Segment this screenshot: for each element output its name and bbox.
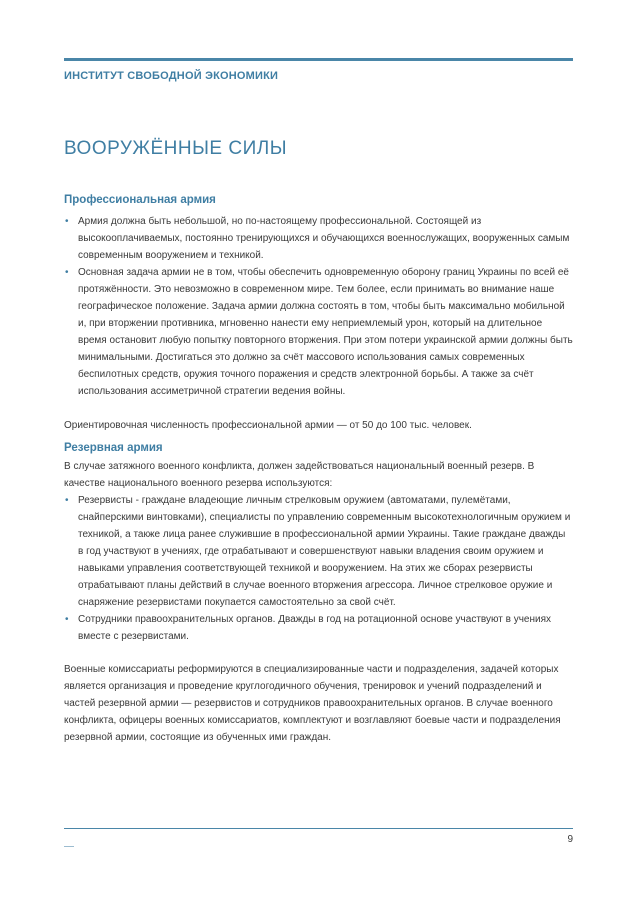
list-item-text: Армия должна быть небольшой, но по-настоящему профессиональной. Состоящей из высокооплачиваемых, постоянно тренирующихся и обучающихся военнослужащих, вооруженных самым современным вооружением и техникой. — [78, 216, 570, 261]
bullet-list — [64, 492, 573, 645]
page-number: 9 — [567, 834, 573, 845]
section-heading: Профессиональная армия — [64, 194, 216, 206]
section-professional-army — [64, 194, 573, 400]
footer-mark — [64, 846, 74, 847]
list-item-text: Основная задача армии не в том, чтобы обеспечить одновременную оборону границ Украины по всей её протяжённости. Это невозможно в современном мире. Тем более, если принимать во внимание наше географическое положение. Задача армии должна состоять в том, чтобы быть максимально мобильной и, при вторжении противника, мгновенно нанести ему неприемлемый урон, который на длительное время остановит любую попытку повторного вторжения. При этом потери украинской армии должны быть минимальными. Достигаться это должно за счёт массового использования самых современных беспилотных средств, оружия точного поражения и средств электронной борьбы. А также за счёт использования ассиметричной стратегии ведения войны. — [78, 267, 573, 397]
closing-paragraph: Военные комиссариаты реформируются в специализированные части и подразделения, задачей которых является организация и проведение круглогодичного обучения, тренировок и учений подразделений и частей резервной армии — резервистов и сотрудников правоохранительных органов. В случае военного конфликта, офицеры военных комиссариатов, комплектуют и возглавляют боевые части и подразделения резервной армии, состоящие из обученных ими граждан. — [64, 664, 561, 743]
bullet-icon: • — [65, 495, 69, 506]
page-title: ВООРУЖЁННЫЕ СИЛЫ — [64, 138, 288, 159]
section-reserve-army — [64, 442, 573, 645]
list-item-text: Резервисты - граждане владеющие личным стрелковым оружием (автоматами, пулемётами, снайперскими винтовками), специалисты по управлению современным высокотехнологичным оружием и техникой, а также лица ранее служившие в профессиональной армии Украины. Такие граждане дважды в год участвуют в учениях, где отрабатывают и совершенствуют навыки владения своим оружием и навыками управления соответствующей техникой и вооружением. На этих же сборах резервисты отрабатывают планы действий в случае военного вторжения агрессора. Личное стрелковое оружие и снаряжение резервистами покупается самостоятельно за свой счёт. — [78, 495, 571, 608]
bullet-icon: • — [65, 216, 69, 227]
section-intro: В случае затяжного военного конфликта, должен задействоваться национальный военный резерв. В качестве национального военного резерва используются: — [64, 461, 535, 489]
top-rule — [64, 58, 573, 61]
bullet-icon: • — [65, 614, 69, 625]
organization-name: ИНСТИТУТ СВОБОДНОЙ ЭКОНОМИКИ — [64, 70, 279, 82]
bottom-rule — [64, 828, 573, 829]
list-item — [64, 492, 573, 611]
bullet-icon: • — [65, 267, 69, 278]
list-item — [64, 611, 573, 645]
army-size-estimate: Ориентировочная численность профессиональной армии — от 50 до 100 тыс. человек. — [64, 420, 472, 431]
section-heading: Резервная армия — [64, 442, 163, 454]
bullet-list — [64, 213, 573, 400]
list-item — [64, 264, 573, 400]
list-item-text: Сотрудники правоохранительных органов. Дважды в год на ротационной основе участвуют в учениях вместе с резервистами. — [78, 614, 552, 642]
list-item — [64, 213, 573, 264]
